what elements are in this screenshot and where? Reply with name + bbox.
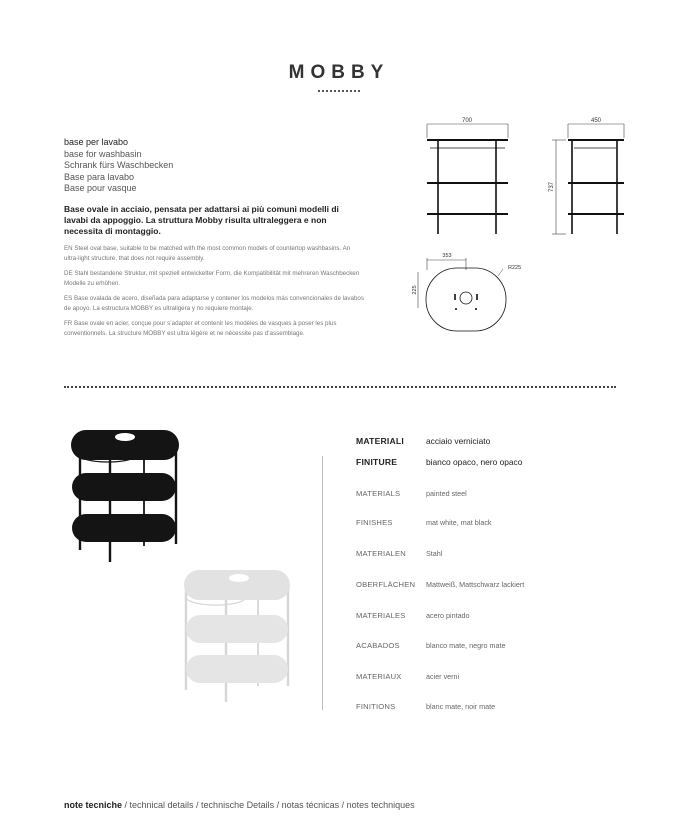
spec-row-acabados (356, 641, 636, 650)
top-view-drawing (412, 253, 521, 331)
spec-value: acero pintado (426, 611, 470, 620)
translation-de: DE Stahl bestandene Struktur, mit speziell entwickelter Form, die Kompatibilität mit mehreren Waschbecken Modelle zu erhöhen. (64, 270, 360, 287)
top-offset-label: 353 (442, 253, 452, 259)
side-width-label: 450 (590, 118, 602, 124)
spec-key: MATERIAUX (356, 672, 402, 681)
spec-value: blanc mate, noir mate (426, 702, 496, 711)
spec-value: acciaio verniciato (426, 436, 491, 446)
spec-row-finitions (356, 702, 636, 711)
name-en: base for washbasin (64, 148, 142, 159)
footer-technical-notes (64, 800, 415, 810)
spec-row-materiaux (356, 672, 636, 681)
spec-key: ACABADOS (356, 641, 400, 650)
page-title: MOBBY (288, 62, 390, 83)
spec-value: mat white, mat black (426, 518, 492, 527)
spec-key: OBERFLÄCHEN (356, 580, 416, 589)
spec-divider (322, 456, 323, 710)
section-separator (64, 386, 616, 388)
front-width-label: 700 (461, 118, 473, 124)
spec-row-finishes (356, 518, 636, 527)
spec-row-materiales (356, 611, 636, 620)
side-view-drawing (549, 118, 624, 234)
description-it: Base ovale in acciaio, pensata per adattarsi ai più comuni modelli di lavabi da appoggio. La struttura Mobby risulta ultraleggera e non necessita di montaggio. (64, 204, 339, 236)
name-fr: Base pour vasque (64, 183, 137, 193)
name-es: Base para lavabo (64, 171, 135, 182)
spec-value: bianco opaco, nero opaco (426, 457, 523, 467)
title-underline (318, 90, 360, 92)
white-unit-image (184, 570, 290, 702)
spec-value: acier verni (426, 672, 460, 681)
spec-key: MATERIALES (356, 611, 406, 620)
spec-key: FINITURE (356, 457, 398, 467)
top-radius-label: R225 (508, 265, 522, 271)
spec-row-materiali (356, 436, 636, 446)
spec-key: FINISHES (356, 518, 393, 527)
product-photos (66, 420, 306, 710)
footer-rest: / technical details / technische Details / notas técnicas / notes techniques (122, 800, 415, 810)
spec-key: FINITIONS (356, 702, 396, 711)
name-de: Schrank fürs Waschbecken (64, 160, 174, 170)
spec-key: MATERIALS (356, 489, 401, 498)
translation-fr: FR Base ovale en acier, conçue pour s’adapter et contenir les modèles de vasques à poser les plus conventionnels. La structure MOBBY est ultra légère et ne nécessite pas d’assemblage. (64, 320, 337, 337)
spec-row-materials (356, 489, 636, 498)
height-label: 737 (549, 181, 555, 193)
product-names (64, 137, 364, 195)
translation-es: ES Base ovalada de acero, diseñada para adaptarse y contener los modelos más convencionales de lavabos de apoyo. La estructura MOBBY es ultraligera y no requiere montaje. (64, 295, 364, 312)
front-view-drawing (427, 118, 508, 234)
spec-value: Stahl (426, 549, 443, 558)
spec-key: MATERIALI (356, 436, 404, 446)
spec-key: MATERIALEN (356, 549, 406, 558)
spec-value: Mattweiß, Mattschwarz lackiert (426, 580, 525, 589)
spec-value: blanco mate, negro mate (426, 641, 506, 650)
footer-bold: note tecniche (64, 800, 123, 810)
spec-row-finiture (356, 457, 636, 467)
spec-row-materialen (356, 549, 636, 558)
translation-en: EN Steel oval base, suitable to be matched with the most common models of countertop washbasins. An ultra-light structure, that does not require assembly. (64, 245, 351, 262)
black-unit-image (71, 430, 179, 562)
spec-row-oberflachen (356, 580, 636, 589)
name-it: base per lavabo (64, 137, 129, 147)
top-depth-label: 225 (412, 285, 418, 295)
spec-value: painted steel (426, 489, 467, 498)
technical-drawings (410, 108, 640, 338)
translations (64, 244, 364, 344)
